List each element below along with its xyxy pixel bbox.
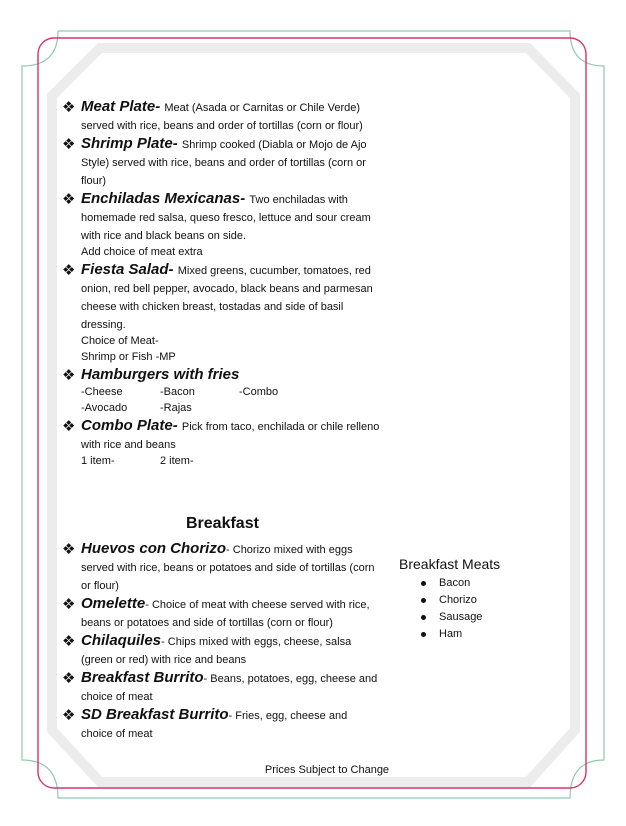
menu-item-name: Breakfast Burrito [81,669,204,686]
menu-options-row [81,453,380,469]
menu-item-name: Combo Plate [81,417,173,434]
main-menu-list [62,98,380,470]
diamond-bullet-icon: ❖ [62,135,76,153]
menu-item-name: Hamburgers with fries [81,366,240,383]
breakfast-section-title: Breakfast [186,515,259,532]
menu-item-description: Choice of meat with cheese served with rice, beans or potatoes and side of tortillas (corn or flour) [81,599,370,629]
menu-item-name: Omelette [81,595,146,612]
menu-item-name: Meat Plate [81,98,156,115]
diamond-bullet-icon: ❖ [62,632,76,650]
menu-option: -Combo [239,386,279,398]
menu-item-description: Beans, potatoes, egg, cheese and choice of meat [81,673,378,703]
diamond-bullet-icon: ❖ [62,417,76,435]
menu-option: -Avocado [81,402,128,414]
menu-item-description: Two enchiladas with homemade red salsa, queso fresco, lettuce and sour cream with rice and black beans on side. [81,194,371,242]
breakfast-menu-list [62,540,380,743]
menu-item-omelette: ❖ Omelette- Choice of meat with cheese served with rice, beans or potatoes and side of tortillas (corn or flour) [62,595,370,629]
menu-item-description: Chorizo mixed with eggs served with rice, beans or potatoes and side of tortillas (corn or flour) [81,544,375,592]
diamond-bullet-icon: ❖ [62,669,76,687]
footer-note-wrapper [0,763,626,777]
menu-item-chilaquiles: ❖ Chilaquiles- Chips mixed with eggs, cheese, salsa (green or red) with rice and beans [62,632,352,666]
menu-item-name: Chilaquiles [81,632,162,649]
menu-item-description: Meat (Asada or Carnitas or Chile Verde) served with rice, beans and order of tortillas (corn or flour) [81,102,363,132]
menu-item-description: Pick from taco, enchilada or chile relleno with rice and beans [81,421,380,451]
menu-item-enchiladas-mexicanas: ❖ Enchiladas Mexicanas- Two enchiladas with homemade red salsa, queso fresco, lettuce and sour cream with rice and black beans on side. Add choice of meat extra [62,190,380,260]
menu-item-description: Shrimp cooked (Diabla or Mojo de Ajo Style) served with rice, beans and order of tortillas (corn or flour) [81,139,367,187]
menu-item-combo-plate: ❖ Combo Plate- Pick from taco, enchilada or chile relleno with rice and beans 1 item- 2 item- [62,417,380,467]
menu-option: -Bacon [160,386,195,398]
menu-item-name: Enchiladas Mexicanas [81,190,241,207]
breakfast-meats-list [420,575,482,643]
diamond-bullet-icon: ❖ [62,261,76,279]
diamond-bullet-icon: ❖ [62,706,76,724]
diamond-bullet-icon: ❖ [62,540,76,558]
menu-item-extra: Choice of Meat- [81,335,159,347]
menu-item-extra: Shrimp or Fish -MP [81,351,176,363]
list-item: Chorizo [420,592,482,609]
menu-item-name: Huevos con Chorizo [81,540,227,557]
menu-item-description: Fries, egg, cheese and choice of meat [81,710,348,740]
menu-item-huevos-con-chorizo: ❖ Huevos con Chorizo- Chorizo mixed with eggs served with rice, beans or potatoes and side of tortillas (corn or flour) [62,540,375,592]
menu-item-name: Shrimp Plate [81,135,173,152]
menu-item-description: Mixed greens, cucumber, tomatoes, red onion, red bell pepper, avocado, black beans and parmesan cheese with chicken breast, tostadas and side of basil dressing. [81,265,373,331]
menu-item-hamburgers [62,366,380,416]
footer-note: Prices Subject to Change [264,764,390,776]
menu-item-sd-breakfast-burrito: ❖ SD Breakfast Burrito- Fries, egg, cheese and choice of meat [62,706,348,740]
menu-option: 2 item- [160,455,194,467]
menu-option: -Rajas [160,402,192,414]
diamond-bullet-icon: ❖ [62,190,76,208]
menu-item-extra: Add choice of meat extra [81,246,203,258]
menu-item-description: Chips mixed with eggs, cheese, salsa (green or red) with rice and beans [81,636,352,666]
list-item: Ham [420,626,482,643]
menu-item-fiesta-salad: ❖ Fiesta Salad- Mixed greens, cucumber, tomatoes, red onion, red bell pepper, avocado, black beans and parmesan cheese with chicken breast, tostadas and side of basil dressing. Choice of Meat- Shrimp or Fish -MP [62,261,380,365]
menu-item-breakfast-burrito: ❖ Breakfast Burrito- Beans, potatoes, egg, cheese and choice of meat [62,669,378,703]
menu-options-row [81,384,380,400]
list-item: Sausage [420,609,482,626]
diamond-bullet-icon: ❖ [62,366,76,384]
list-item: Bacon [420,575,482,592]
menu-item-name: Fiesta Salad [81,261,169,278]
menu-option: 1 item- [81,455,115,467]
diamond-bullet-icon: ❖ [62,98,76,116]
menu-option: -Cheese [81,386,123,398]
menu-options-row [81,400,380,416]
diamond-bullet-icon: ❖ [62,595,76,613]
menu-item-shrimp-plate: ❖ Shrimp Plate- Shrimp cooked (Diabla or Mojo de Ajo Style) served with rice, beans and order of tortillas (corn or flour) [62,135,367,187]
breakfast-meats-title: Breakfast Meats [399,556,501,572]
menu-item-name: SD Breakfast Burrito [81,706,229,723]
menu-item-meat-plate: ❖ Meat Plate- Meat (Asada or Carnitas or Chile Verde) served with rice, beans and order of tortillas (corn or flour) [62,98,363,132]
